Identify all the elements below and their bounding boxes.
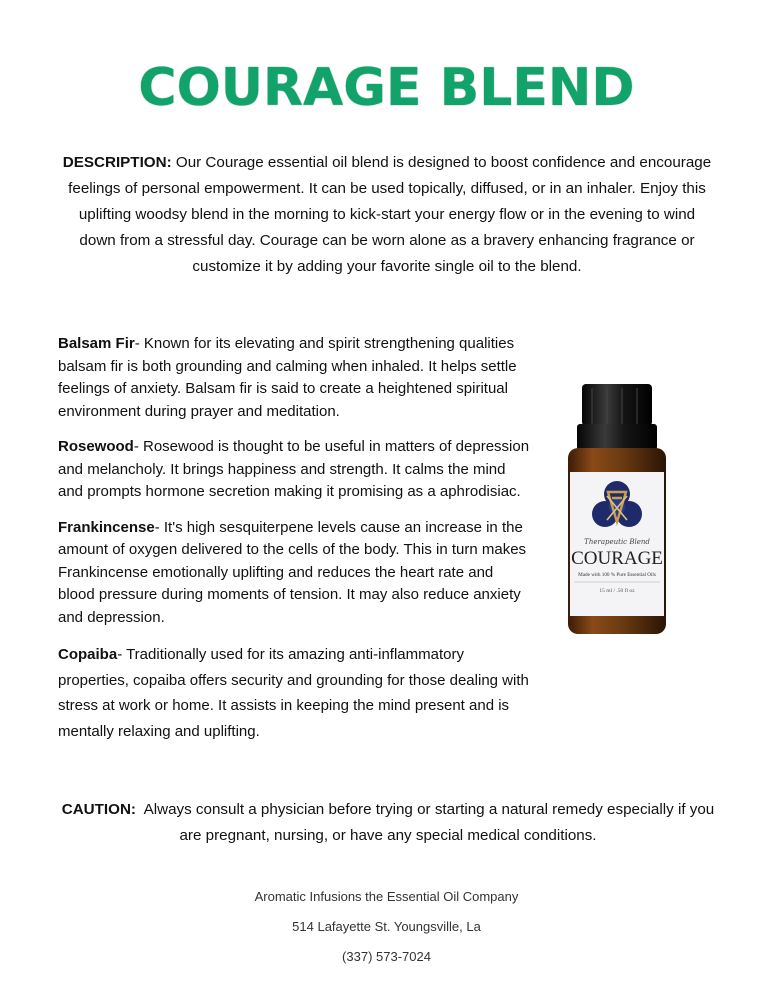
page-title: COURAGE BLEND [138,58,635,118]
bottle-subtitle: Therapeutic Blend [584,538,650,546]
caution-text: Always consult a physician before trying or starting a natural remedy especially if you are pregnant, nursing, or have any special medical conditions. [143,801,715,844]
bottle-name: COURAGE [571,548,663,569]
description-text: Our Courage essential oil blend is designed to boost confidence and encourage feelings of personal empowerment. It can be used topically, diffused, or in an inhaler. Enjoy this uplifting woodsy blend in the morning to kick-start your energy flow or in the evening to wind down from a stressful day. Courage can be worn alone as a bravery enhancing fragrance or customize it by adding your favorite single oil to the blend. [68,154,712,275]
oil-name: Frankincense [58,518,155,536]
oil-item-copaiba [58,642,533,744]
caution-notice [58,797,718,849]
footer-company: Aromatic Infusions the Essential Oil Company [254,889,519,904]
description [62,150,712,280]
oil-item-rosewood [58,436,533,504]
oil-item-frankincense [58,517,533,630]
description-label: DESCRIPTION: [62,154,172,171]
product-bottle-image [562,380,672,636]
oil-description: - Known for its elevating and spirit strengthening qualities balsam fir is both grounding and calming when inhaled. It helps settle feelings of anxiety. Balsam fir is said to create a heightened spiritual environment during prayer and meditation. [58,335,517,420]
oil-description: - Rosewood is thought to be useful in matters of depression and melancholy. It brings happiness and strength. It calms the mind and prompts hormone secretion making it promising as a aphrodisiac. [58,438,530,500]
footer-phone: (337) 573-7024 [342,949,431,964]
footer-address: 514 Lafayette St. Youngsville, La [292,919,481,934]
bottle-tagline: Made with 100 % Pure Essential Oils [578,572,656,578]
oil-description: - Traditionally used for its amazing anti-inflammatory properties, copaiba offers security and grounding for those dealing with stress at work or home. It assists in keeping the mind present and is mentally relaxing and uplifting. [58,646,529,740]
bottle-cap [577,384,657,450]
caution-label: CAUTION: [61,801,136,818]
oil-item-balsam-fir [58,333,533,423]
oil-name: Rosewood [58,438,134,455]
oil-name: Copaiba [58,646,118,663]
bottle-volume: 15 ml / .50 fl oz [599,588,635,594]
oil-list [58,333,533,757]
oil-description: - It's high sesquiterpene levels cause an increase in the amount of oxygen delivered to the cells of the body. This in turn makes Frankincense emotionally uplifting and reduces the heart rate and blood pressure during moments of tension. It may also reduce anxiety and depression. [58,518,527,626]
oil-name: Balsam Fir [58,335,135,352]
